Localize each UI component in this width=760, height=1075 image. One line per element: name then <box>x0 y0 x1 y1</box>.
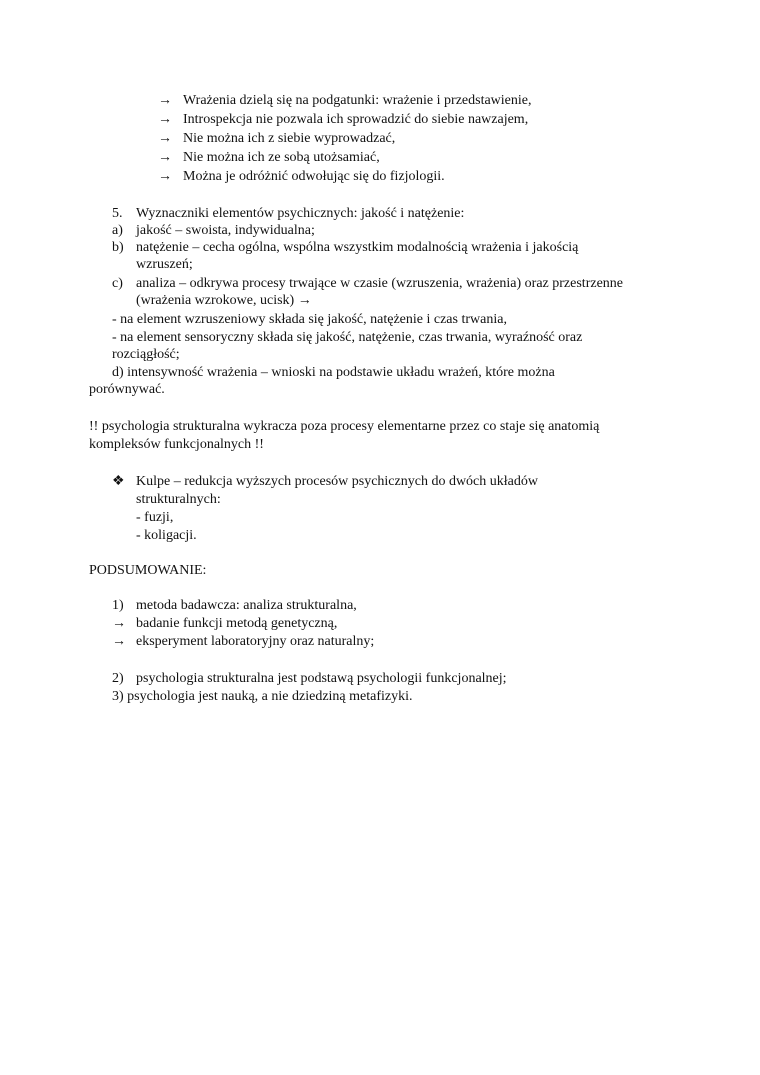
summary-marker-2: 2) <box>112 671 124 686</box>
diamond-bullet-icon: ❖ <box>112 474 125 489</box>
arrow-bullet-1: → <box>158 93 172 108</box>
summary-arrow-item-1: badanie funkcji metodą genetyczną, <box>136 616 338 631</box>
summary-title: PODSUMOWANIE: <box>89 563 207 578</box>
note-line1: !! psychologia strukturalna wykracza poza procesy elementarne przez co staje się anatomią <box>89 419 600 434</box>
list-marker-a: a) <box>112 223 123 238</box>
arrow-item-1: Wrażenia dzielą się na podgatunki: wrażenie i przedstawienie, <box>183 93 532 108</box>
summary-arrow-bullet-2: → <box>112 634 126 649</box>
list-item-b-line2: wzruszeń; <box>136 257 193 272</box>
section-number: 5. <box>112 206 123 221</box>
summary-marker-1: 1) <box>112 598 124 613</box>
kulpe-sub-2: - koligacji. <box>136 528 197 543</box>
kulpe-sub-1: - fuzji, <box>136 510 174 525</box>
list-item-a: jakość – swoista, indywidualna; <box>136 223 315 238</box>
arrow-item-4: Nie można ich ze sobą utożsamiać, <box>183 150 380 165</box>
list-item-b-line1: natężenie – cecha ogólna, wspólna wszystkim modalnością wrażenia i jakością <box>136 240 579 255</box>
arrow-bullet-3: → <box>158 131 172 146</box>
kulpe-line2: strukturalnych: <box>136 492 221 507</box>
arrow-item-3: Nie można ich z siebie wyprowadzać, <box>183 131 396 146</box>
arrow-bullet-5: → <box>158 169 172 184</box>
dash-item-1: - na element wzruszeniowy składa się jakość, natężenie i czas trwania, <box>112 312 507 327</box>
list-marker-c: c) <box>112 276 123 291</box>
summary-arrow-bullet-1: → <box>112 616 126 631</box>
arrow-item-2: Introspekcja nie pozwala ich sprowadzić do siebie nawzajem, <box>183 112 529 127</box>
note-line2: kompleksów funkcjonalnych !! <box>89 437 264 452</box>
dash-item-2-line1: - na element sensoryczny składa się jakość, natężenie, czas trwania, wyraźność oraz <box>112 330 583 345</box>
list-item-d-line2: porównywać. <box>89 382 165 397</box>
arrow-bullet-2: → <box>158 112 172 127</box>
summary-item-2: psychologia strukturalna jest podstawą psychologii funkcjonalnej; <box>136 671 507 686</box>
arrow-bullet-4: → <box>158 150 172 165</box>
kulpe-line1: Kulpe – redukcja wyższych procesów psychicznych do dwóch układów <box>136 474 538 489</box>
summary-item-1: metoda badawcza: analiza strukturalna, <box>136 598 357 613</box>
list-marker-b: b) <box>112 240 124 255</box>
arrow-item-5: Można je odróżnić odwołując się do fizjologii. <box>183 169 445 184</box>
list-item-d-line1: d) intensywność wrażenia – wnioski na podstawie układu wrażeń, które można <box>112 365 555 380</box>
section-heading: Wyznaczniki elementów psychicznych: jakość i natężenie: <box>136 206 465 221</box>
summary-arrow-item-2: eksperyment laboratoryjny oraz naturalny; <box>136 634 375 649</box>
dash-item-2-line2: rozciągłość; <box>112 347 180 362</box>
summary-item-3: 3) psychologia jest nauką, a nie dziedziną metafizyki. <box>112 689 413 704</box>
list-item-c-line2: (wrażenia wzrokowe, ucisk) → <box>136 293 312 308</box>
list-item-c-line1: analiza – odkrywa procesy trwające w czasie (wzruszenia, wrażenia) oraz przestrzenne <box>136 276 623 291</box>
